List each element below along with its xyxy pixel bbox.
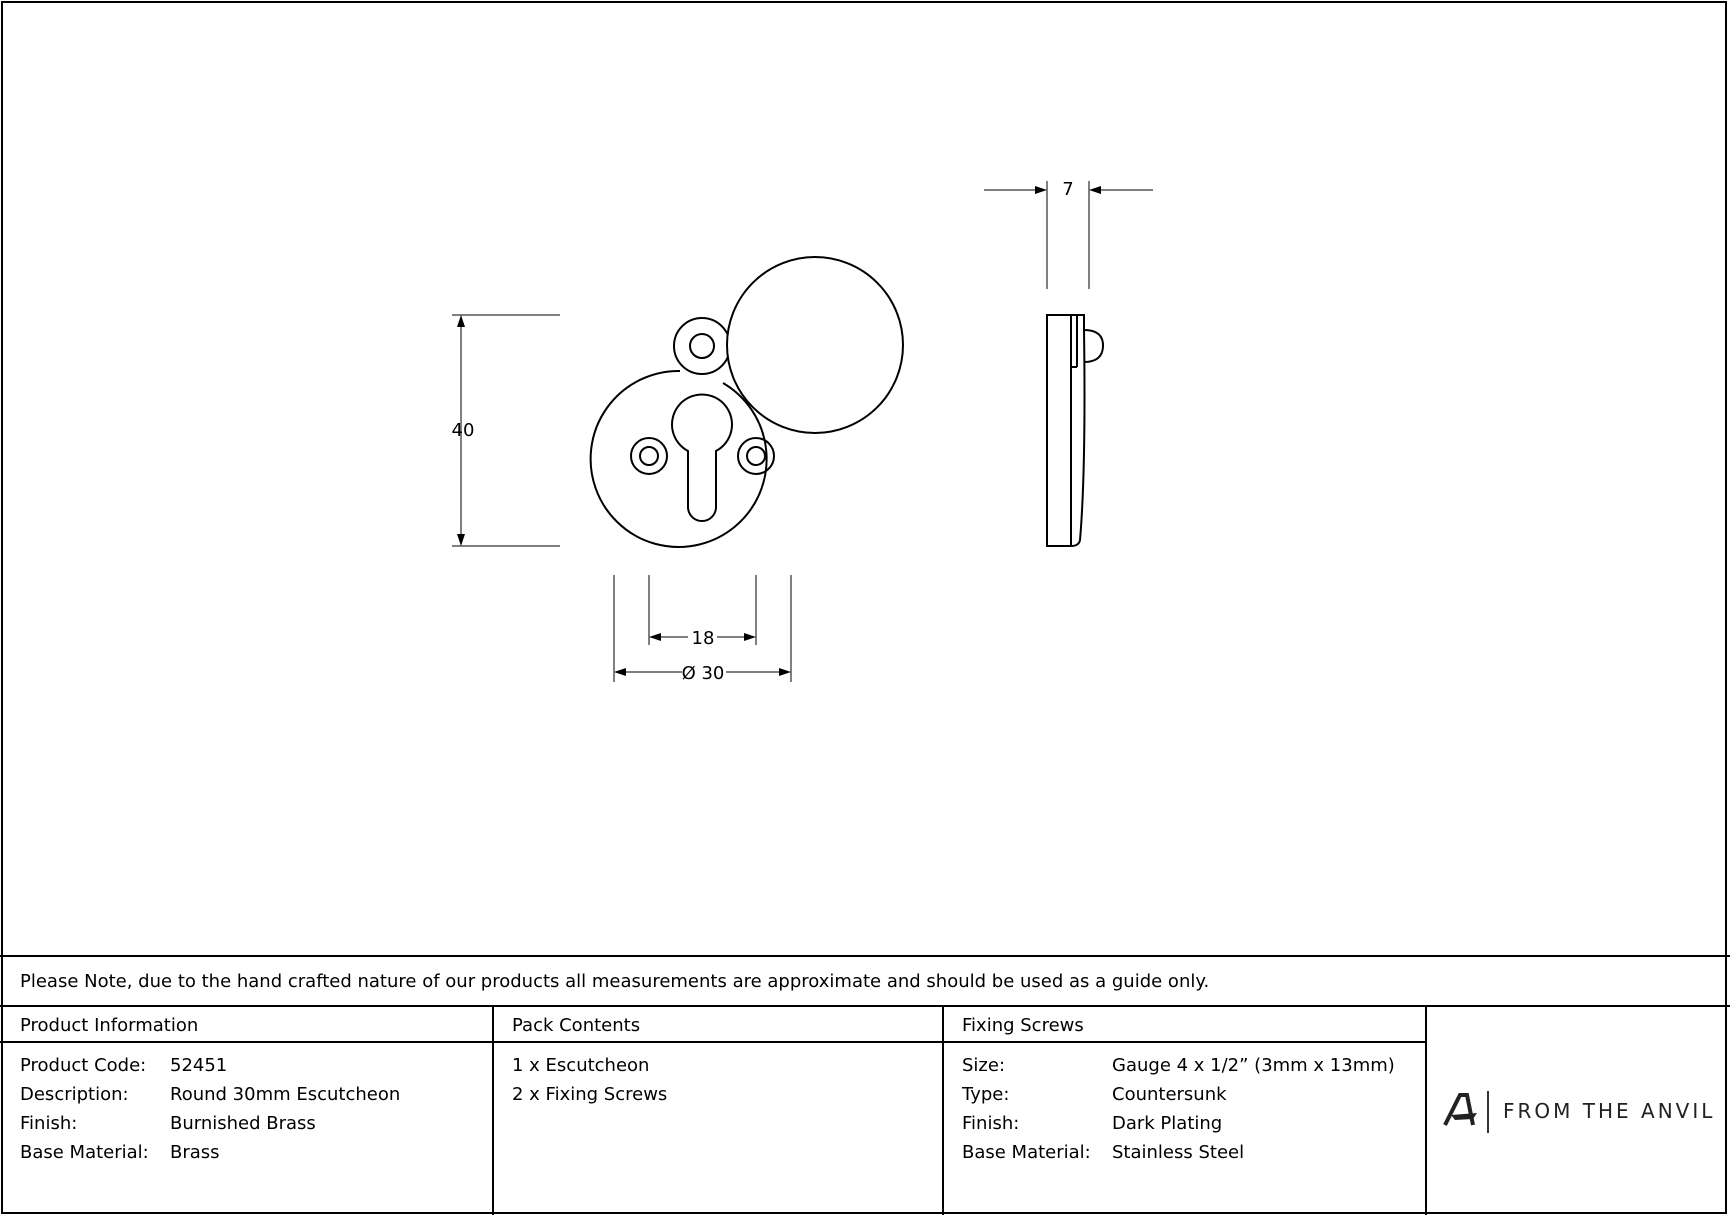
info-row: Product Code: 52451 <box>20 1055 228 1076</box>
fixing-screws-column <box>942 1007 1427 1215</box>
anvil-a-logo-icon <box>1443 1089 1479 1131</box>
screw-row: Size: Gauge 4 x 1/2” (3mm x 13mm) <box>962 1055 1395 1076</box>
keyhole <box>672 394 732 521</box>
side-view-knob <box>1084 330 1103 362</box>
screw-row: Base Material: Stainless Steel <box>962 1142 1245 1163</box>
product-information-column <box>0 1007 494 1215</box>
brand-name: FROM THE ANVIL <box>1503 1099 1716 1123</box>
dimension-diameter: Ø 30 <box>681 663 725 684</box>
pack-contents-column <box>492 1007 944 1215</box>
pivot-hole <box>690 334 714 358</box>
disclaimer-text: Please Note, due to the hand crafted nature of our products all measurements are approximate and should be used as a guide only. <box>20 971 1210 992</box>
screw-hole-left <box>631 438 667 474</box>
info-row: Description: Round 30mm Escutcheon <box>20 1084 401 1105</box>
screw-row: Finish: Dark Plating <box>962 1113 1223 1134</box>
disclaimer-row <box>0 955 1730 1007</box>
fixing-screws-heading: Fixing Screws <box>962 1015 1084 1036</box>
pack-item: 1 x Escutcheon <box>512 1055 650 1076</box>
screw-row: Type: Countersunk <box>962 1084 1227 1105</box>
info-row: Finish: Burnished Brass <box>20 1113 316 1134</box>
screw-hole-right-inner <box>747 447 765 465</box>
screw-hole-right <box>738 438 774 474</box>
keyhole-cover <box>727 257 903 433</box>
pack-item: 2 x Fixing Screws <box>512 1084 668 1105</box>
dimension-height: 40 <box>451 420 475 441</box>
brand-logo <box>1425 1007 1728 1215</box>
logo-divider <box>1487 1091 1489 1133</box>
screw-hole-left-inner <box>640 447 658 465</box>
dimension-depth: 7 <box>1062 179 1074 200</box>
escutcheon-plate <box>591 371 767 547</box>
pack-contents-heading: Pack Contents <box>512 1015 641 1036</box>
info-table <box>0 1007 1730 1215</box>
dimension-screw-spacing: 18 <box>691 628 715 649</box>
info-row: Base Material: Brass <box>20 1142 220 1163</box>
side-view-plate <box>1047 315 1071 546</box>
product-information-heading: Product Information <box>20 1015 199 1036</box>
pivot-ring <box>674 318 730 374</box>
